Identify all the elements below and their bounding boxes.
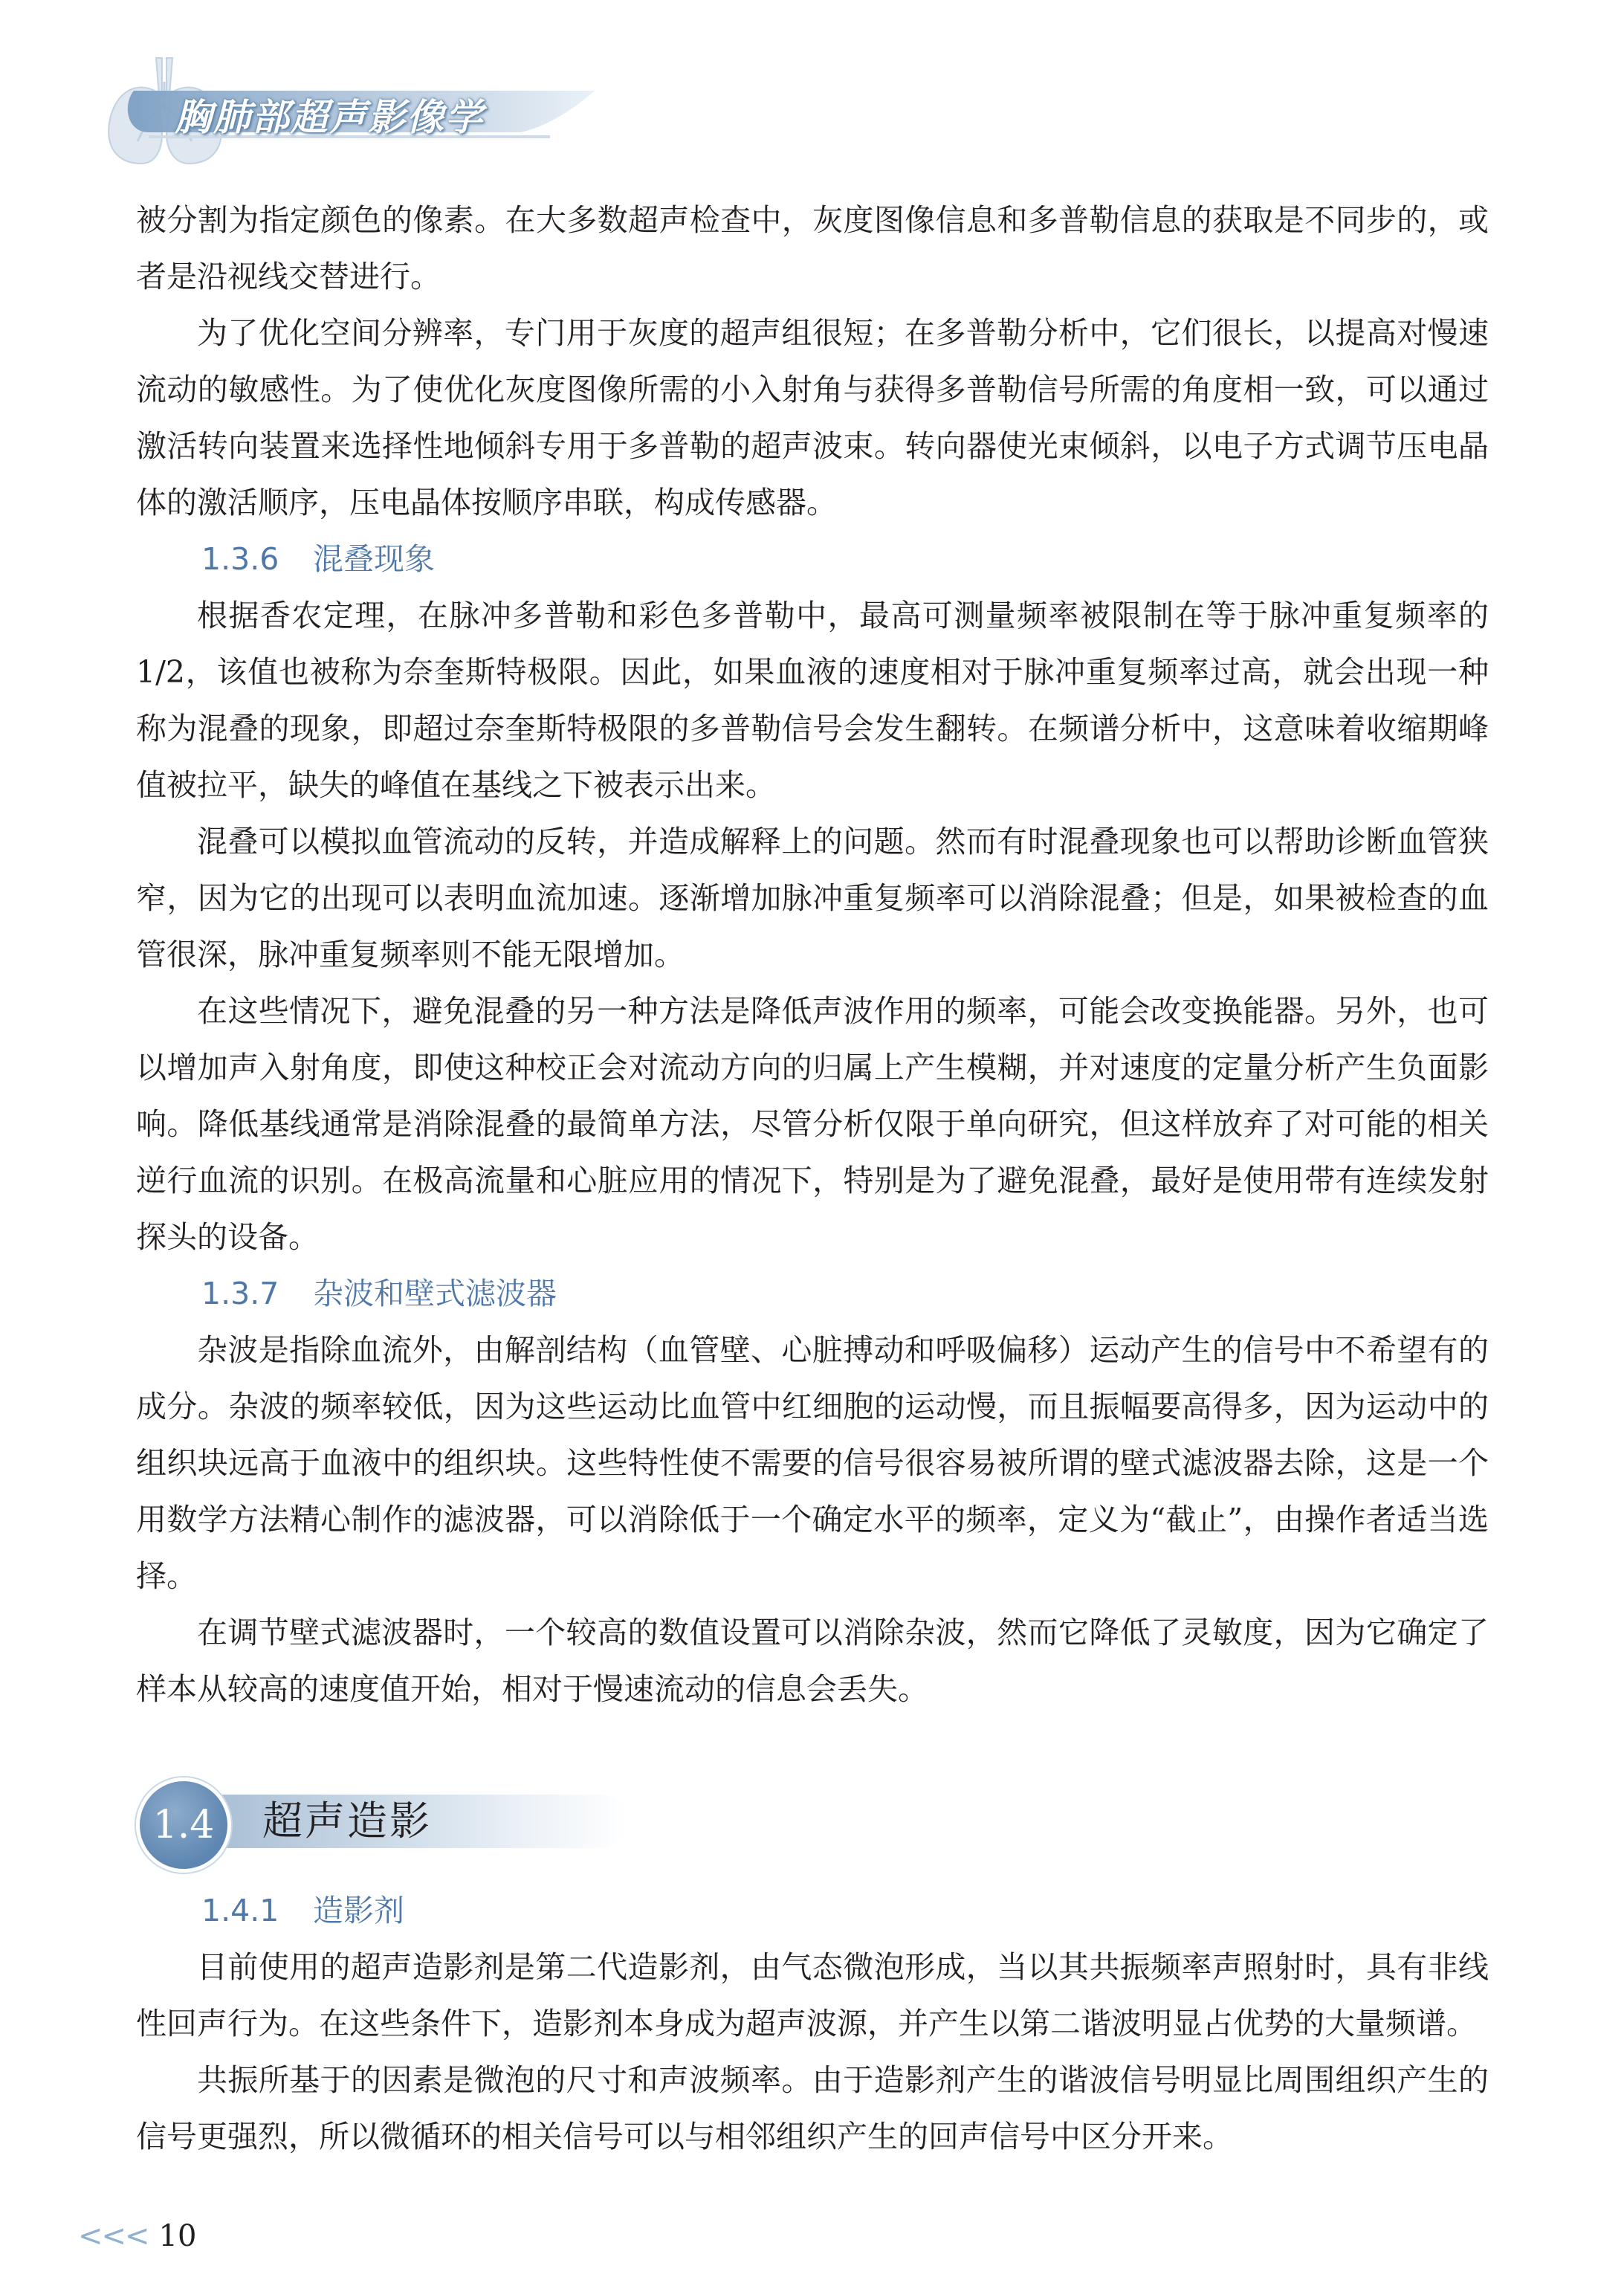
subsection-title: 造影剂: [313, 1893, 404, 1928]
running-header: [104, 52, 609, 171]
page-arrows-icon: <<<: [78, 2219, 149, 2253]
subsection-heading-1-3-7: [136, 1265, 1489, 1322]
paragraph: 在这些情况下，避免混叠的另一种方法是降低声波作用的频率，可能会改变换能器。另外，也可以增加声入射角度，即使这种校正会对流动方向的归属上产生模糊，并对速度的定量分析产生负面影响。降低基线通常是消除混叠的最简单方法，尽管分析仅限于单向研究，但这样放弃了对可能的相关逆行血流的识别。在极高流量和心脏应用的情况下，特别是为了避免混叠，最好是使用带有连续发射探头的设备。: [136, 993, 1489, 1255]
subsection-number: 1.4.1: [201, 1893, 279, 1928]
paragraph: 混叠可以模拟血管流动的反转，并造成解释上的问题。然而有时混叠现象也可以帮助诊断血管狭窄，因为它的出现可以表明血流加速。逐渐增加脉冲重复频率可以消除混叠；但是，如果被检查的血管很深，脉冲重复频率则不能无限增加。: [136, 824, 1489, 972]
page-number: 10: [158, 2219, 197, 2253]
section-title: 超声造影: [262, 1798, 432, 1844]
page-footer: [78, 2219, 196, 2253]
section-number-badge: 1.4: [136, 1777, 231, 1873]
subsection-heading-1-4-1: [136, 1882, 1489, 1939]
subsection-heading-1-3-6: [136, 531, 1489, 587]
paragraph: 杂波是指除血流外，由解剖结构（血管壁、心脏搏动和呼吸偏移）运动产生的信号中不希望有的成分。杂波的频率较低，因为这些运动比血管中红细胞的运动慢，而且振幅要高得多，因为运动中的组织块远高于血液中的组织块。这些特性使不需要的信号很容易被所谓的壁式滤波器去除，这是一个用数学方法精心制作的滤波器，可以消除低于一个确定水平的频率，定义为“截止”，由操作者适当选择。: [136, 1332, 1489, 1594]
paragraph: 被分割为指定颜色的像素。在大多数超声检查中，灰度图像信息和多普勒信息的获取是不同步的，或者是沿视线交替进行。: [136, 202, 1489, 294]
subsection-number: 1.3.6: [201, 541, 279, 577]
subsection-title: 杂波和壁式滤波器: [313, 1276, 557, 1311]
paragraph: 目前使用的超声造影剂是第二代造影剂，由气态微泡形成，当以其共振频率声照射时，具有非线性回声行为。在这些条件下，造影剂本身成为超声波源，并产生以第二谐波明显占优势的大量频谱。: [136, 1949, 1489, 2041]
paragraph: 根据香农定理，在脉冲多普勒和彩色多普勒中，最高可测量频率被限制在等于脉冲重复频率的1/2，该值也被称为奈奎斯特极限。因此，如果血液的速度相对于脉冲重复频率过高，就会出现一种称为混叠的现象，即超过奈奎斯特极限的多普勒信号会发生翻转。在频谱分析中，这意味着收缩期峰值被拉平，缺失的峰值在基线之下被表示出来。: [136, 598, 1489, 803]
main-content: [136, 192, 1489, 2165]
paragraph: 共振所基于的因素是微泡的尺寸和声波频率。由于造影剂产生的谐波信号明显比周围组织产生的信号更强烈，所以微循环的相关信号可以与相邻组织产生的回声信号中区分开来。: [136, 2062, 1489, 2154]
subsection-title: 混叠现象: [313, 541, 435, 577]
subsection-number: 1.3.7: [201, 1276, 279, 1311]
paragraph: 在调节壁式滤波器时，一个较高的数值设置可以消除杂波，然而它降低了灵敏度，因为它确定了样本从较高的速度值开始，相对于慢速流动的信息会丢失。: [136, 1615, 1489, 1707]
paragraph: 为了优化空间分辨率，专门用于灰度的超声组很短；在多普勒分析中，它们很长，以提高对慢速流动的敏感性。为了使优化灰度图像所需的小入射角与获得多普勒信号所需的角度相一致，可以通过激活转向装置来选择性地倾斜专用于多普勒的超声波束。转向器使光束倾斜，以电子方式调节压电晶体的激活顺序，压电晶体按顺序串联，构成传感器。: [136, 315, 1489, 520]
running-title: 胸肺部超声影像学: [175, 95, 484, 139]
section-heading-1-4: [136, 1774, 1489, 1870]
